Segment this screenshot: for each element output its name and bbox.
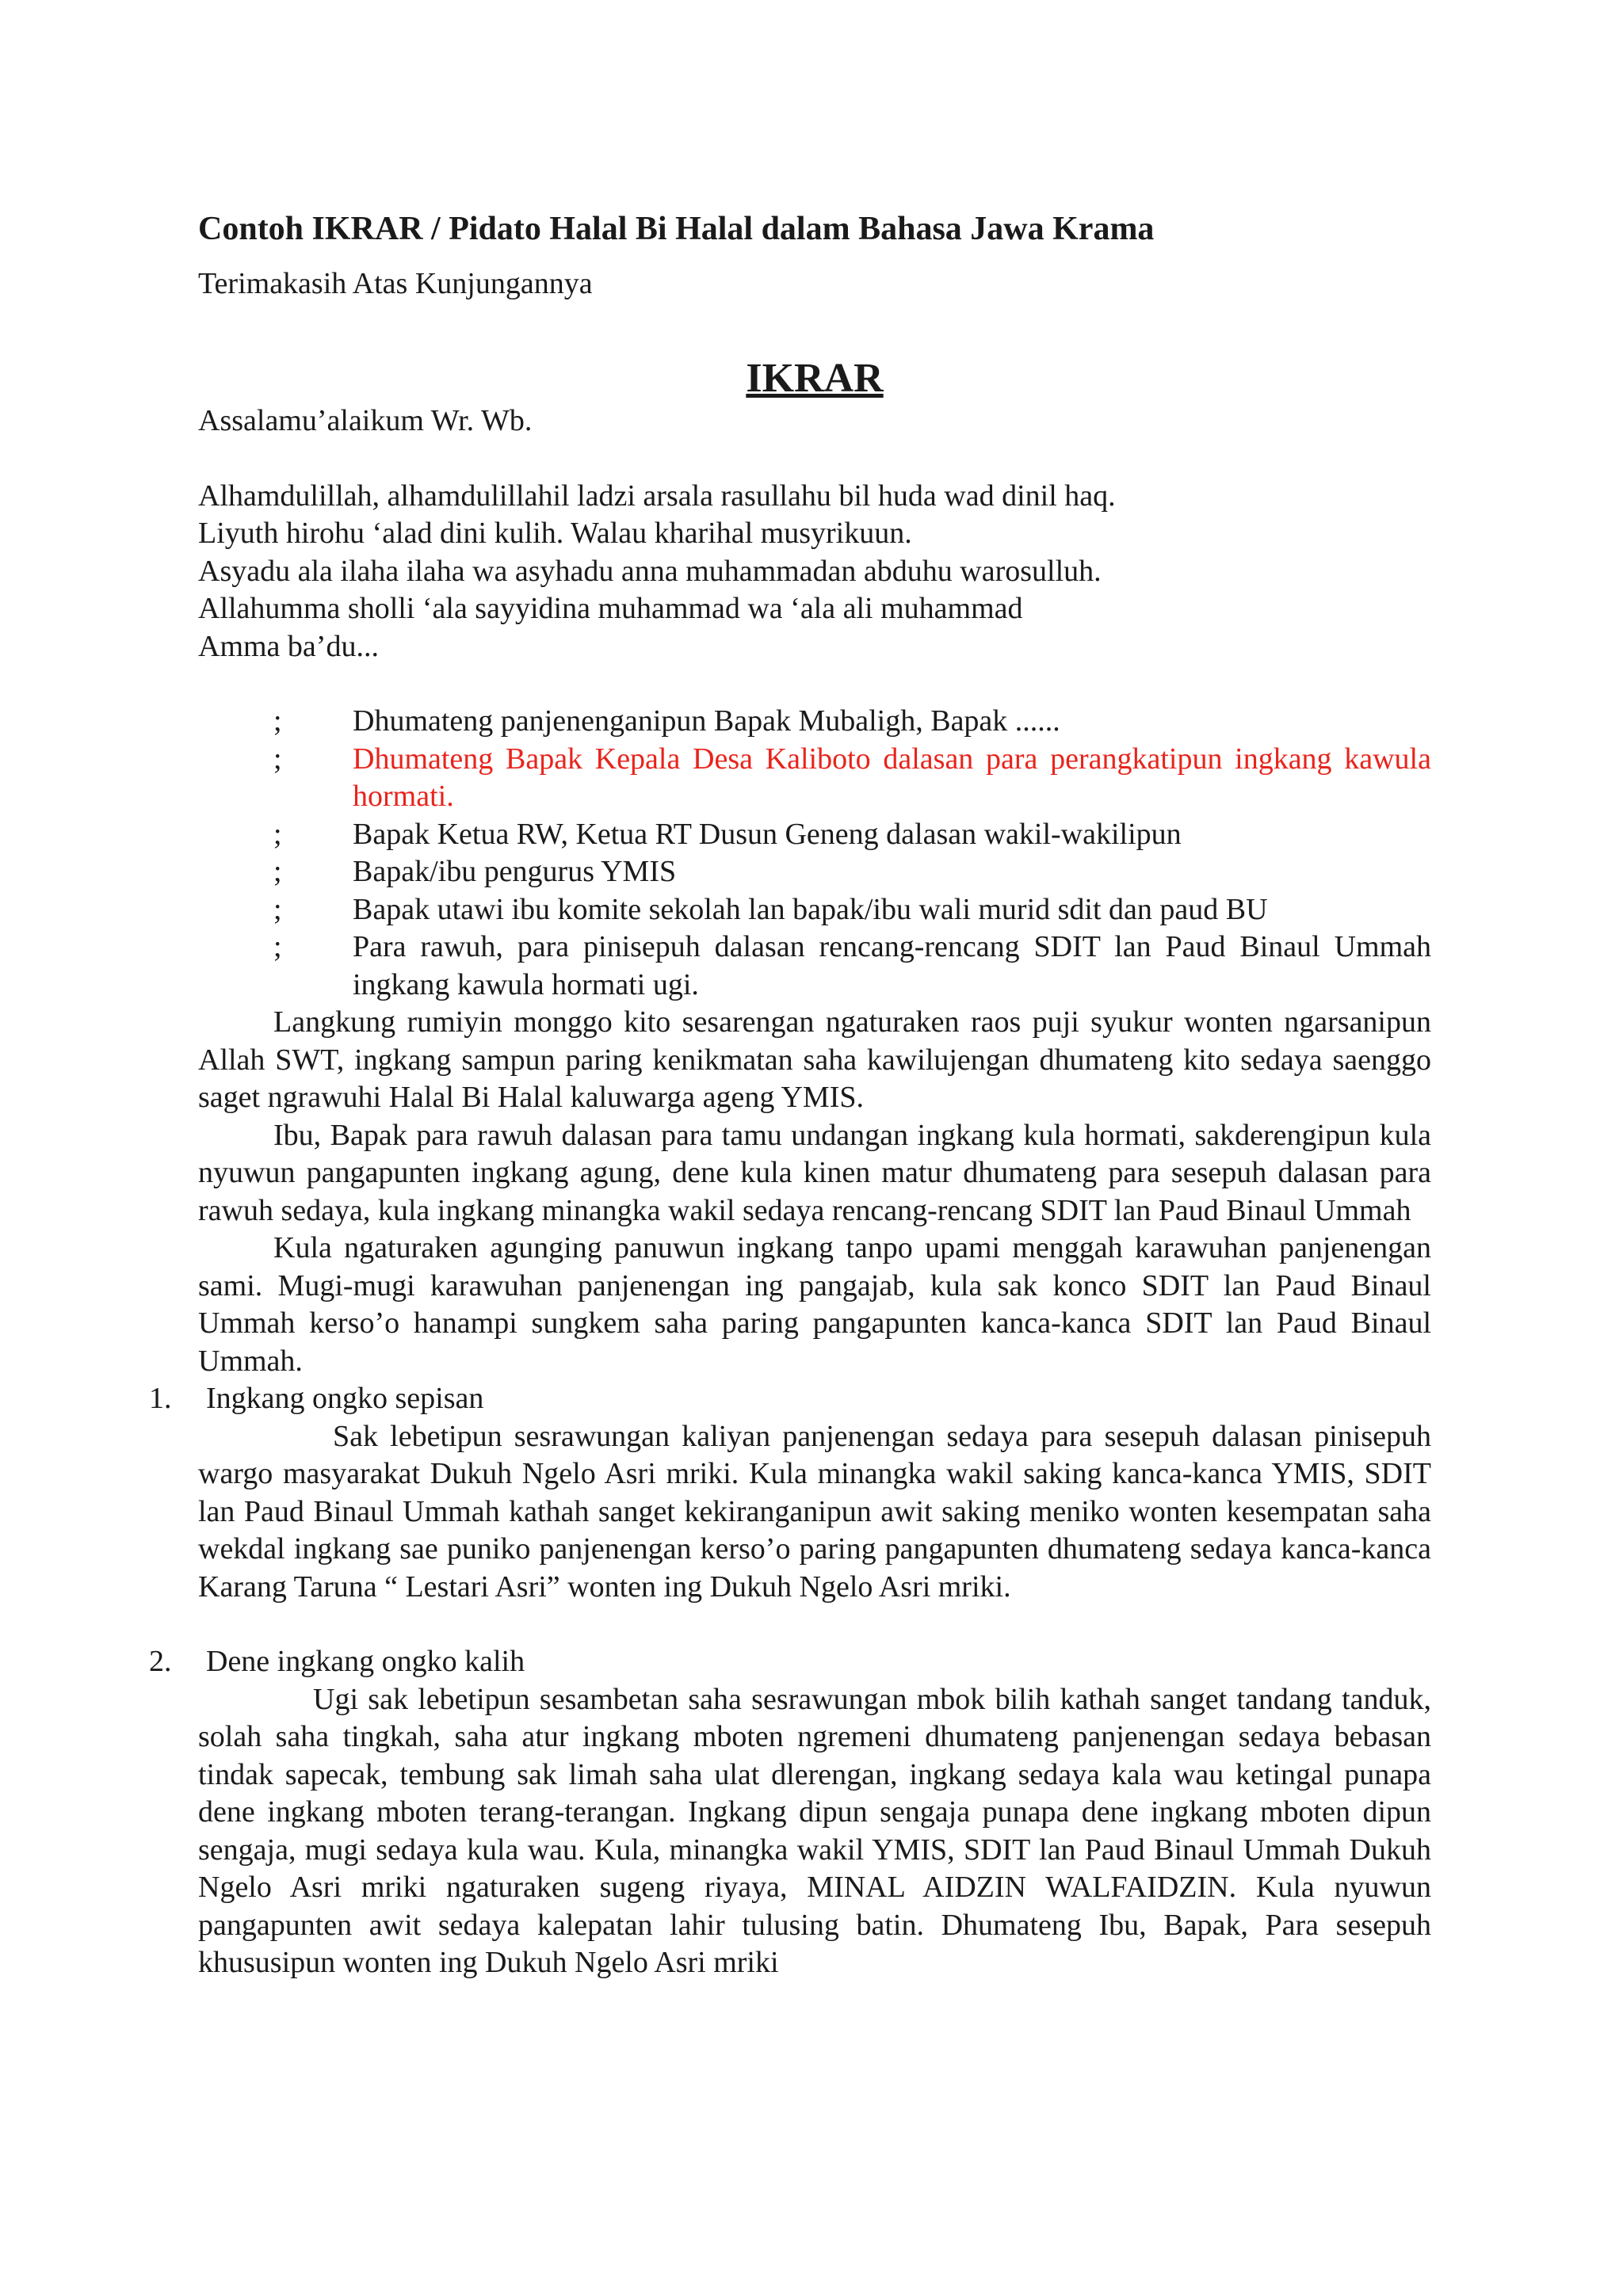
numbered-point-heading (149, 1643, 1431, 1681)
opening-line: Allahumma sholli ‘ala sayyidina muhammad wa ‘ala ali muhammad (198, 592, 1023, 625)
opening-line: Asyadu ala ilaha ilaha wa asyhadu anna muhammadan abduhu warosulluh. (198, 554, 1102, 588)
point-body: Sak lebetipun sesrawungan kaliyan panjenengan sedaya para sesepuh dalasan pinisepuh wargo masyarakat Dukuh Ngelo Asri mriki. Kula minangka wakil saking kanca-kanca YMIS, SDIT lan Paud Binaul Ummah kathah sanget kekiranganipun awit saking meniko wonten kesempatan saha wekdal ingkang sae puniko panjenengan kerso’o paring pangapunten dhumateng sedaya kanca-kanca Karang Taruna “ Lestari Asri” wonten ing Dukuh Ngelo Asri mriki. (198, 1419, 1431, 1604)
numbered-point-heading (149, 1380, 1431, 1418)
point-number: 2. (149, 1645, 172, 1678)
list-bullet: ; (273, 855, 282, 888)
point-body: Ugi sak lebetipun sesambetan saha sesrawungan mbok bilih kathah sanget tandang tanduk, solah saha tingkah, saha atur ingkang mboten ngremeni dhumateng panjenengan sedaya bebasan tindak sapecak, tembung sak limah saha ulat dlerengan, ingkang sedaya kala wau ketingal punapa dene ingkang mboten terang-terangan. Ingkang dipun sengaja punapa dene ingkang mboten dipun sengaja, mugi sedaya kula wau. Kula, minangka wakil YMIS, SDIT lan Paud Binaul Ummah Dukuh Ngelo Asri mriki ngaturaken sugeng riyaya, MINAL AIDZIN WALFAIDZIN. Kula nyuwun pangapunten awit sedaya kalepatan lahir tulusing batin. Dhumateng Ibu, Bapak, Para sesepuh khususipun wonten ing Dukuh Ngelo Asri mriki (198, 1682, 1431, 1979)
list-bullet: ; (273, 817, 282, 851)
greeting: Assalamu’alaikum Wr. Wb. (198, 404, 533, 437)
list-bullet: ; (273, 930, 282, 963)
spacer (198, 1606, 1431, 1643)
addressee-item (198, 703, 1431, 741)
addressee-text: Dhumateng Bapak Kepala Desa Kaliboto dalasan para perangkatipun ingkang kawula hormati. (353, 742, 1431, 813)
point-number: 1. (149, 1382, 172, 1415)
addressee-list (198, 703, 1431, 1004)
body-paragraph: Ibu, Bapak para rawuh dalasan para tamu undangan ingkang kula hormati, sakderengipun kula nyuwun pangapunten ingkang agung, dene kula kinen matur dhumateng para sesepuh dalasan para rawuh sedaya, kula ingkang minangka wakil sedaya rencang-rencang SDIT lan Paud Binaul Ummah (198, 1118, 1431, 1227)
body-paragraph: Langkung rumiyin monggo kito sesarengan ngaturaken raos puji syukur wonten ngarsanipun Allah SWT, ingkang sampun paring kenikmatan saha kawilujengan dhumateng kito sedaya saenggo saget ngrawuhi Halal Bi Halal kaluwarga ageng YMIS. (198, 1005, 1431, 1114)
addressee-item (198, 853, 1431, 891)
addressee-item (198, 929, 1431, 1004)
body-paragraph: Kula ngaturaken agunging panuwun ingkang tanpo upami menggah karawuhan panjenengan sami. Mugi-mugi karawuhan panjenengan ing pangajab, kula sak konco SDIT lan Paud Binaul Ummah kerso’o hanampi sungkem saha paring pangapunten kanca-kanca SDIT lan Paud Binaul Ummah. (198, 1231, 1431, 1378)
point-heading: Ingkang ongko sepisan (206, 1382, 484, 1415)
addressee-item-highlighted (198, 741, 1431, 816)
opening-prayer (198, 478, 1431, 666)
opening-line: Liyuth hirohu ‘alad dini kulih. Walau kharihal musyrikuun. (198, 517, 912, 550)
document-content (149, 208, 1431, 1982)
point-heading: Dene ingkang ongko kalih (206, 1645, 525, 1678)
list-bullet: ; (273, 704, 282, 738)
ikrar-heading: IKRAR (746, 356, 884, 401)
list-bullet: ; (273, 892, 282, 926)
addressee-text: Bapak/ibu pengurus YMIS (353, 855, 677, 888)
document-subtitle: Terimakasih Atas Kunjungannya (198, 267, 593, 300)
opening-line: Amma ba’du... (198, 629, 379, 663)
document-title: Contoh IKRAR / Pidato Halal Bi Halal dalam Bahasa Jawa Krama (198, 211, 1155, 247)
addressee-item (198, 816, 1431, 854)
addressee-text: Para rawuh, para pinisepuh dalasan rencang-rencang SDIT lan Paud Binaul Ummah ingkang kawula hormati ugi. (353, 930, 1431, 1001)
opening-line: Alhamdulillah, alhamdulillahil ladzi arsala rasullahu bil huda wad dinil haq. (198, 479, 1116, 513)
addressee-item (198, 891, 1431, 929)
addressee-text: Bapak Ketua RW, Ketua RT Dusun Geneng dalasan wakil-wakilipun (353, 817, 1182, 851)
list-bullet: ; (273, 742, 282, 776)
addressee-text: Dhumateng panjenenganipun Bapak Mubaligh, Bapak ...... (353, 704, 1060, 738)
addressee-text: Bapak utawi ibu komite sekolah lan bapak/ibu wali murid sdit dan paud BU (353, 892, 1268, 926)
